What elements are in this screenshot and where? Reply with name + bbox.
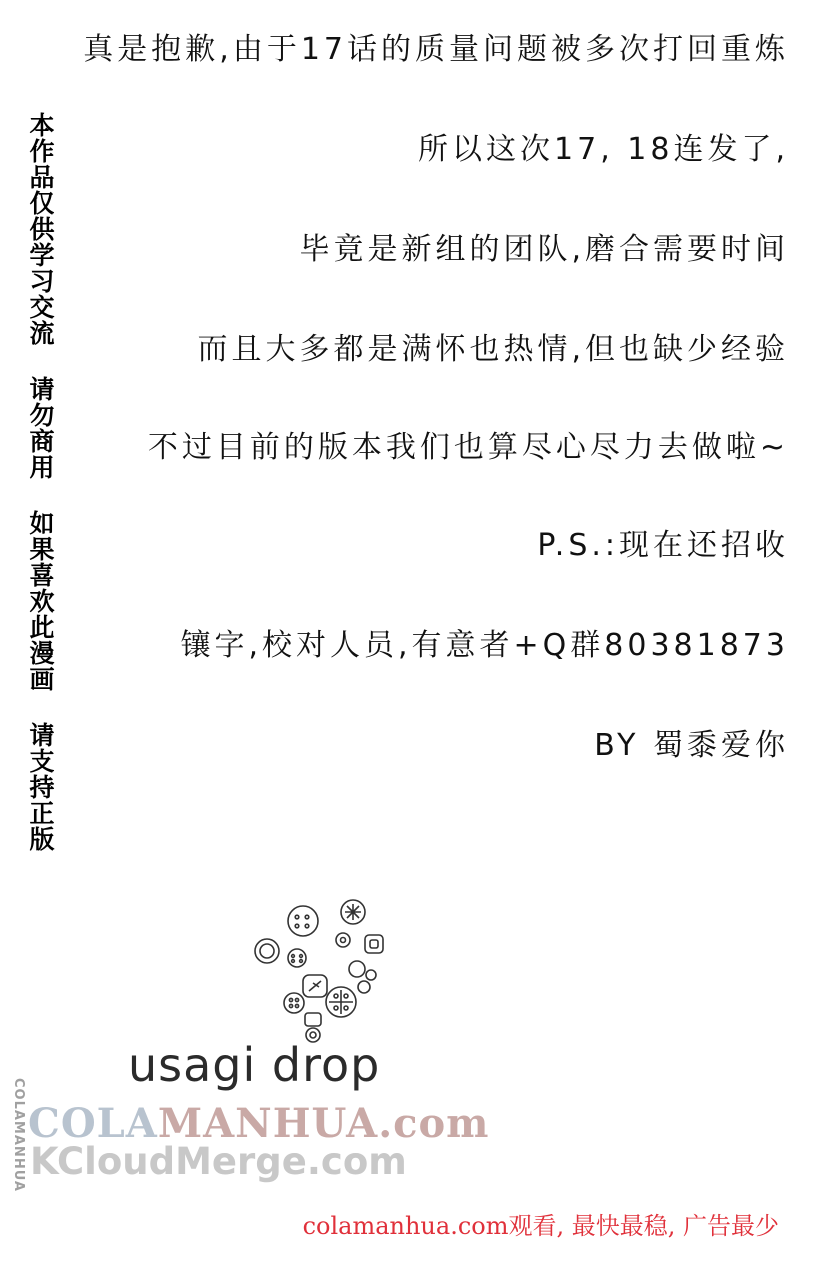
watermark-merge: KCloudMerge.com xyxy=(30,1140,407,1183)
note-line-6: P.S.:现在还招收 xyxy=(537,528,789,563)
note-line-3: 毕竟是新组的团队,磨合需要时间 xyxy=(299,232,789,267)
footer-promo: colamanhua.com观看, 最快最稳, 广告最少 xyxy=(302,1212,779,1240)
note-line-1: 真是抱歉,由于17话的质量问题被多次打回重炼 xyxy=(83,32,789,67)
brand-title: usagi drop xyxy=(128,1038,381,1092)
note-line-8: BY 蜀黍爱你 xyxy=(594,728,789,763)
buttons-cluster-illustration xyxy=(245,895,395,1045)
note-line-5: 不过目前的版本我们也算尽心尽力去做啦~ xyxy=(147,430,789,465)
note-line-2: 所以这次17, 18连发了, xyxy=(418,132,789,167)
watermark-side-text: COLAMANHUA xyxy=(11,1078,26,1192)
watermark-site-rest: MANHUA.com xyxy=(157,1100,490,1147)
note-line-7: 镶字,校对人员,有意者+Q群80381873 xyxy=(180,628,789,663)
note-line-4: 而且大多都是满怀也热情,但也缺少经验 xyxy=(197,332,789,367)
copyright-disclaimer: 本作品仅供学习交流 请勿商用 如果喜欢此漫画 请支持正版 xyxy=(26,112,55,852)
watermark-site-prefix: COLA xyxy=(28,1100,158,1147)
